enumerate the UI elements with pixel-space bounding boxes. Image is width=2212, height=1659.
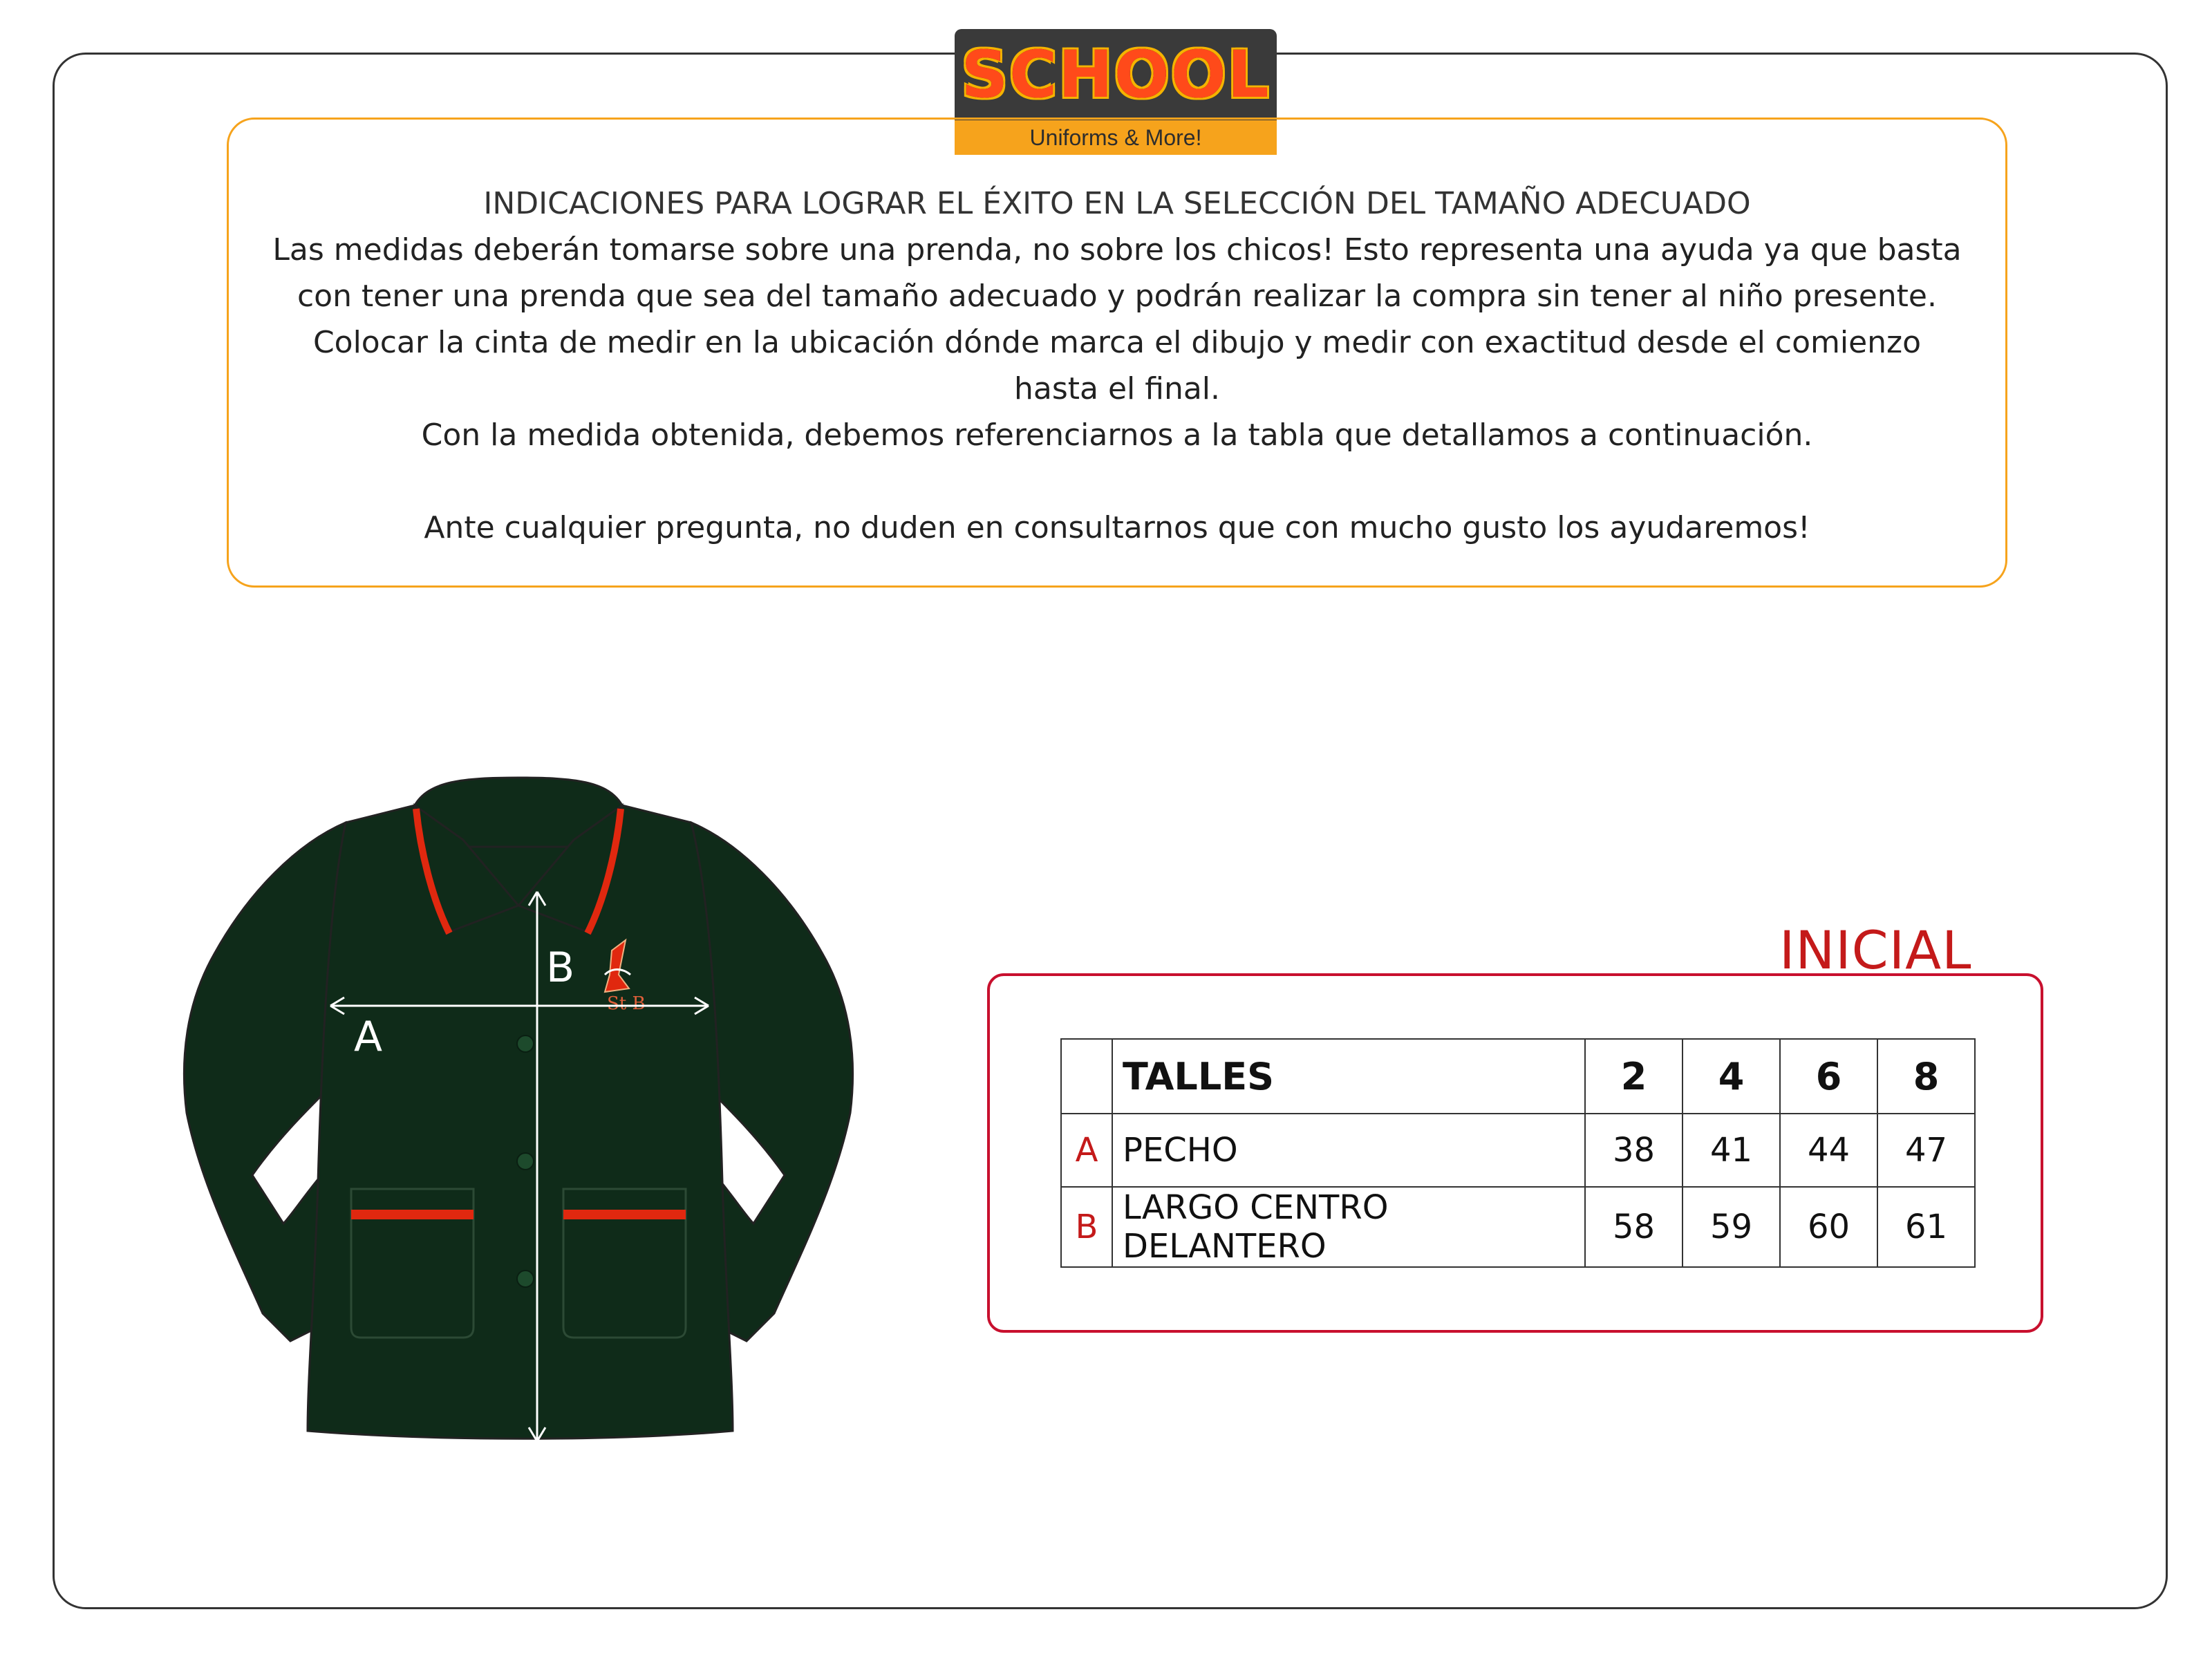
jacket-illustration (173, 767, 878, 1465)
instructions-line: Ante cualquier pregunta, no duden en consultarnos que con mucho gusto los ayudaremos! (424, 510, 1810, 545)
row-value-cell: 47 (1877, 1114, 1975, 1187)
instructions-line: Las medidas deberán tomarse sobre una prenda, no sobre los chicos! Esto representa una ayuda ya que basta (272, 232, 1962, 268)
size-chart-title: INICIAL (1779, 919, 1972, 981)
logo-tagline: Uniforms & More! (1029, 124, 1202, 150)
header-size-cell: 2 (1585, 1039, 1683, 1114)
left-pocket-trim (351, 1210, 474, 1219)
instructions-heading: INDICACIONES PARA LOGRAR EL ÉXITO EN LA SELECCIÓN DEL TAMAÑO ADECUADO (483, 186, 1751, 221)
size-table (1060, 1038, 1976, 1268)
right-pocket-trim (563, 1210, 686, 1219)
label-a: A (354, 1013, 383, 1061)
button (517, 1153, 534, 1170)
table-row (1061, 1187, 1975, 1267)
instructions-line: Con la medida obtenida, debemos referenciarnos a la tabla que detallamos a continuación. (421, 418, 1813, 453)
row-value-cell: 61 (1877, 1187, 1975, 1267)
instructions-text (229, 180, 2005, 551)
row-value-cell: 60 (1780, 1187, 1877, 1267)
jacket-body (308, 805, 733, 1438)
instructions-line: con tener una prenda que sea del tamaño adecuado y podrán realizar la compra sin tener al niño presente. (297, 279, 1937, 314)
logo-wordmark: SCHOOL (961, 37, 1271, 113)
instructions-line: Colocar la cinta de medir en la ubicación dónde marca el dibujo y medir con exactitud desde el comienzo (312, 325, 1922, 360)
header-key-cell (1061, 1039, 1112, 1114)
row-value-cell: 44 (1780, 1114, 1877, 1187)
label-b: B (546, 944, 575, 992)
header-size-cell: 4 (1683, 1039, 1780, 1114)
button (517, 1271, 534, 1287)
row-value-cell: 38 (1585, 1114, 1683, 1187)
header-size-cell: 8 (1877, 1039, 1975, 1114)
table-header-row (1061, 1039, 1975, 1114)
logo-wordmark-bg (955, 29, 1277, 120)
crest-text: St B (607, 993, 646, 1014)
header-name-cell: TALLES (1112, 1039, 1585, 1114)
row-value-cell: 58 (1585, 1187, 1683, 1267)
button (517, 1035, 534, 1052)
row-name-cell: LARGO CENTRO DELANTERO (1112, 1187, 1585, 1267)
instructions-line: hasta el final. (1013, 371, 1221, 406)
header-size-cell: 6 (1780, 1039, 1877, 1114)
row-name-cell: PECHO (1112, 1114, 1585, 1187)
instructions-spacer (229, 458, 2005, 505)
table-row (1061, 1114, 1975, 1187)
row-value-cell: 59 (1683, 1187, 1780, 1267)
row-key-cell: B (1061, 1187, 1112, 1267)
instructions-box (227, 118, 2007, 588)
row-value-cell: 41 (1683, 1114, 1780, 1187)
row-key-cell: A (1061, 1114, 1112, 1187)
